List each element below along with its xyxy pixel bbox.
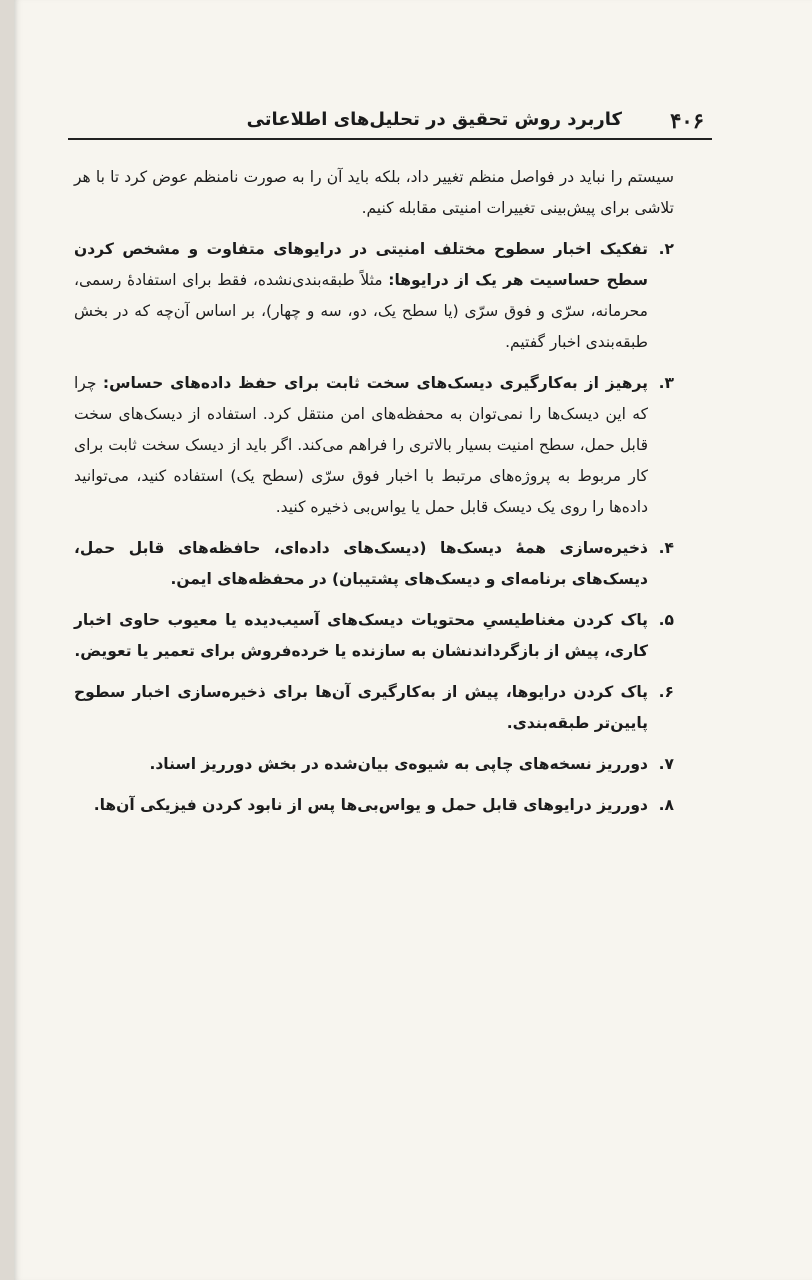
item-title: پرهیز از به‌کارگیری دیسک‌های سخت ثابت برای حفظ داده‌های حساس:: [102, 374, 648, 392]
item-title: دورریز درایوهای قابل حمل و یواس‌بی‌ها پس از نابود کردن فیزیکی آن‌ها.: [93, 796, 648, 814]
item-number: ۲.: [658, 240, 674, 258]
item-number: ۴.: [658, 539, 674, 557]
item-number: ۷.: [658, 755, 674, 773]
item-number: ۸.: [658, 796, 674, 814]
page-number: ۴۰۶: [670, 108, 704, 133]
item-text: مثلاً طبقه‌بندی‌نشده، فقط برای استفادهٔ رسمی، محرمانه، سرّی و فوق سرّی (یا سطح یک، دو، سه و چهار)، بر اساس آن‌چه که در بخش طبقه‌بندی اخبار گفتیم.: [74, 271, 648, 351]
list-item-7: [74, 749, 674, 780]
page-body: [74, 162, 674, 821]
intro-paragraph: سیستم را نباید در فواصل منظم تغییر داد، بلکه باید آن را به صورت نامنظم عوض کرد تا با هر تلاشی برای پیش‌بینی تغییرات امنیتی مقابله کنیم.: [74, 168, 674, 217]
item-number: ۵.: [658, 611, 674, 629]
book-page: [14, 0, 812, 1280]
list-item-8: [74, 790, 674, 821]
item-number: ۶.: [658, 683, 674, 701]
item-text: چرا که این دیسک‌ها را نمی‌توان به محفظه‌های امن منتقل کرد. استفاده از دیسک‌های سخت قابل حمل، سطح امنیت بسیار بالاتری را فراهم می‌کند. اگر باید از دیسک سخت ثابت برای کار مربوط به پروژه‌های مرتبط با اخبار فوق سرّی (سطح یک) استفاده کنید، می‌توانید داده‌ها را روی یک دیسک قابل حمل یا یواس‌بی ذخیره کنید.: [74, 374, 648, 516]
item-number: ۳.: [658, 374, 674, 392]
list-item-5: [74, 605, 674, 667]
item-title: پاک کردن مغناطیسیِ محتویات دیسک‌های آسیب‌دیده یا معیوب حاوی اخبار کاری، پیش از بازگرداندنشان به سازنده یا خرده‌فروش برای تعمیر یا تعویض.: [74, 611, 648, 660]
list-item-2: [74, 234, 674, 358]
header-rule: [68, 138, 712, 140]
page-header: [68, 96, 712, 140]
item-title: ذخیره‌سازی همهٔ دیسک‌ها (دیسک‌های داده‌ای، حافظه‌های قابل حمل، دیسک‌های برنامه‌ای و دیسک‌های پشتیبان) در محفظه‌های ایمن.: [74, 539, 648, 588]
list-item-3: [74, 368, 674, 523]
item-title: پاک کردن درایوها، پیش از به‌کارگیری آن‌ها برای ذخیره‌سازی اخبار سطوح پایین‌تر طبقه‌بندی.: [74, 683, 648, 732]
running-title: کاربرد روش تحقیق در تحلیل‌های اطلاعاتی: [246, 109, 622, 130]
item-title: تفکیک اخبار سطوح مختلف امنیتی در درایوهای متفاوت و مشخص کردن سطح حساسیت هر یک از درایوها:: [74, 240, 649, 289]
item-title: دورریز نسخه‌های چاپی به شیوه‌ی بیان‌شده در بخش دورریز اسناد.: [149, 755, 648, 773]
list-item-6: [74, 677, 674, 739]
list-item-4: [74, 533, 674, 595]
